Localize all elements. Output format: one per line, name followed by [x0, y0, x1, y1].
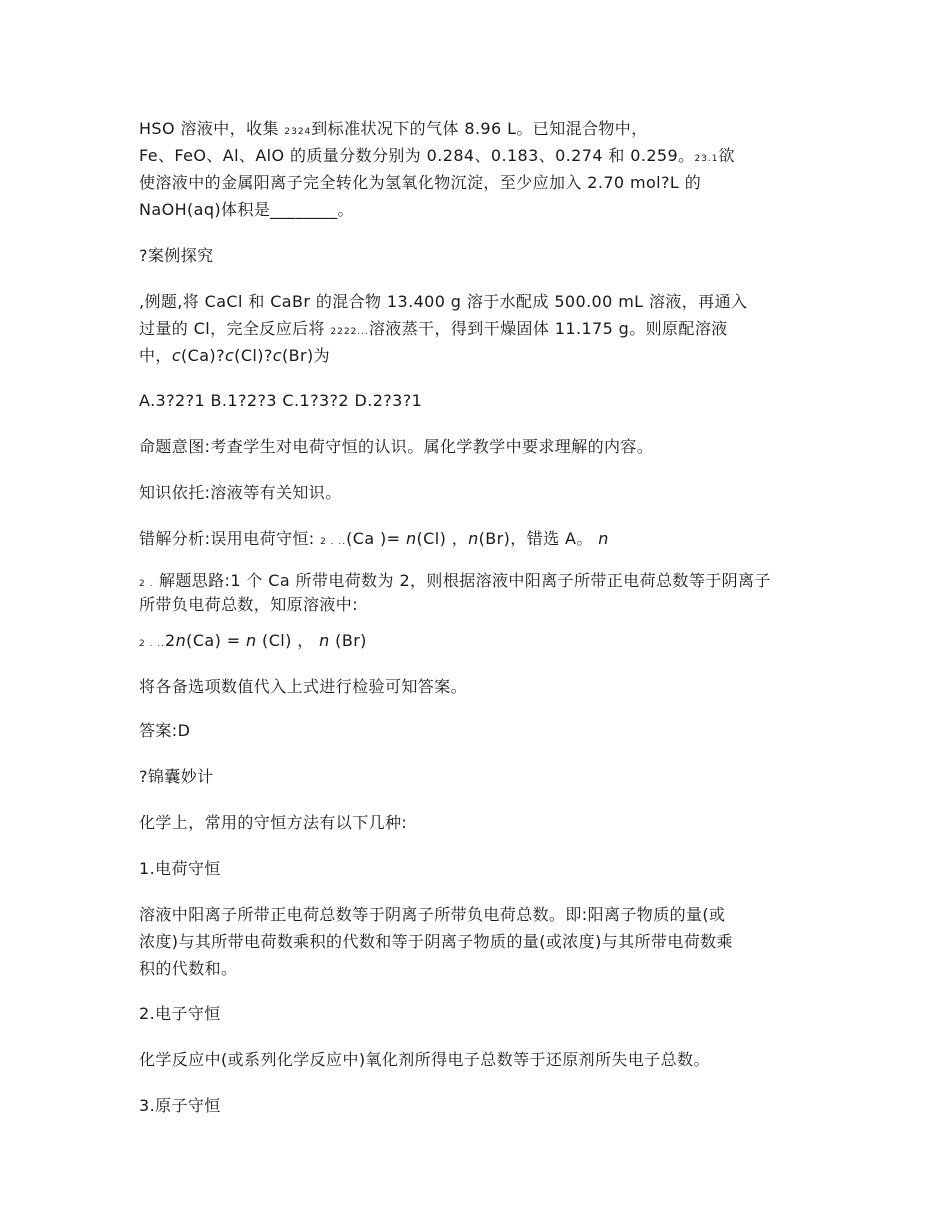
- methods-intro: 化学上，常用的守恒方法有以下几种:: [139, 813, 408, 832]
- answer-text: 答案:D: [139, 721, 191, 740]
- paragraph-line: Fe、FeO、Al、AlO 的质量分数分别为 0.284、0.183、0.274 和 0.259。23.1欲: [139, 146, 735, 165]
- section-heading-case: ?案例探究: [139, 246, 214, 265]
- paragraph-line: HSO 溶液中，收集 2324到标准状况下的气体 8.96 L。已知混合物中，: [139, 119, 648, 138]
- answer-options: A.3?2?1 B.1?2?3 C.1?3?2 D.2?3?1: [139, 391, 423, 410]
- charge-equation: 2 . ..2n(Ca) = n (Cl) ， n (Br): [139, 631, 367, 650]
- heading-atom-conservation: 3.原子守恒: [139, 1096, 221, 1115]
- electron-conservation-text: 化学反应中(或系列化学反应中)氧化剂所得电子总数等于还原剂所失电子总数。: [139, 1050, 710, 1069]
- example-line: 过量的 Cl，完全反应后将 2222...溶液蒸干，得到干燥固体 11.175 g。则原配溶液: [139, 319, 728, 338]
- paragraph-line: NaOH(aq)体积是________。: [139, 200, 354, 219]
- knowledge-text: 知识依托:溶液等有关知识。: [139, 483, 342, 502]
- example-line: ,例题,将 CaCl 和 CaBr 的混合物 13.400 g 溶于水配成 500.00 mL 溶液，再通入: [139, 292, 748, 311]
- example-line: 中，c(Ca)?c(Cl)?c(Br)为: [139, 346, 331, 365]
- solution-line: 所带负电荷总数，知原溶液中:: [139, 595, 358, 614]
- intent-text: 命题意图:考查学生对电荷守恒的认识。属化学教学中要求理解的内容。: [139, 437, 654, 456]
- error-analysis: 错解分析:误用电荷守恒: 2 . ..(Ca )= n(Cl) ，n(Br)，错选 A。 n: [139, 529, 609, 548]
- heading-charge-conservation: 1.电荷守恒: [139, 859, 221, 878]
- charge-conservation-line: 浓度)与其所带电荷数乘积的代数和等于阴离子物质的量(或浓度)与其所带电荷数乘: [139, 932, 733, 951]
- solution-line: 2 . 解题思路:1 个 Ca 所带电荷数为 2，则根据溶液中阳离子所带正电荷总数等于阴离子: [139, 571, 771, 590]
- section-heading-tips: ?锦囊妙计: [139, 767, 214, 786]
- paragraph-line: 使溶液中的金属阳离子完全转化为氢氧化物沉淀，至少应加入 2.70 mol?L 的: [139, 173, 702, 192]
- heading-electron-conservation: 2.电子守恒: [139, 1004, 221, 1023]
- charge-conservation-line: 积的代数和。: [139, 959, 238, 978]
- check-text: 将各备选项数值代入上式进行检验可知答案。: [139, 677, 468, 696]
- charge-conservation-line: 溶液中阳离子所带正电荷总数等于阴离子所带负电荷总数。即:阳离子物质的量(或: [139, 905, 726, 924]
